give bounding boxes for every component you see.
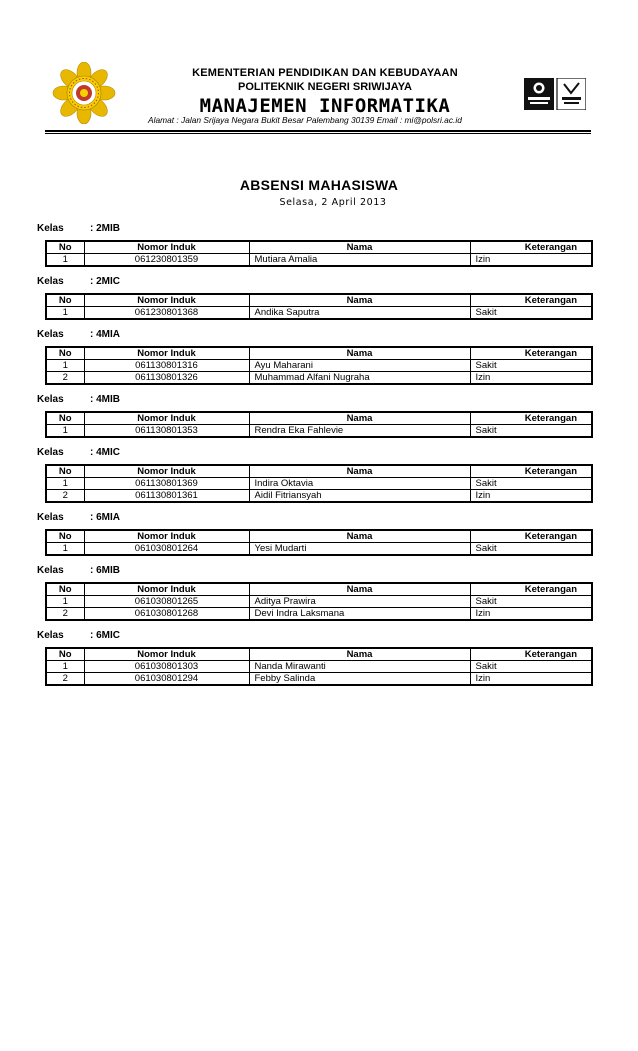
column-header-nomor-induk: Nomor Induk [84, 530, 249, 543]
class-label: Kelas [37, 276, 64, 287]
attendance-table [45, 647, 593, 686]
class-group [37, 628, 591, 686]
table-header-row [46, 465, 592, 478]
student-name: Indira Oktavia [249, 478, 470, 490]
column-header-no: No [46, 241, 84, 254]
institution-name: POLITEKNIK NEGERI SRIWIJAYA [238, 81, 412, 93]
attendance-table [45, 346, 593, 385]
attendance-groups [37, 221, 591, 693]
column-header-no: No [46, 412, 84, 425]
table-row [46, 608, 592, 621]
column-header-keterangan: Keterangan [470, 294, 592, 307]
column-header-nama: Nama [249, 648, 470, 661]
class-code: : 6MIA [90, 512, 120, 523]
row-number: 1 [46, 307, 84, 320]
column-header-nomor-induk: Nomor Induk [84, 583, 249, 596]
attendance-status: Izin [470, 372, 592, 385]
department-name: MANAJEMEN INFORMATIKA [199, 95, 451, 117]
class-heading [37, 510, 591, 525]
polsri-logo-icon [48, 62, 120, 124]
table-row [46, 673, 592, 686]
class-label: Kelas [37, 329, 64, 340]
column-header-no: No [46, 648, 84, 661]
column-header-nomor-induk: Nomor Induk [84, 465, 249, 478]
student-name: Nanda Mirawanti [249, 661, 470, 673]
attendance-status: Izin [470, 490, 592, 503]
class-heading [37, 392, 591, 407]
attendance-status: Sakit [470, 307, 592, 320]
table-row [46, 425, 592, 438]
table-header-row [46, 583, 592, 596]
table-header-row [46, 241, 592, 254]
column-header-keterangan: Keterangan [470, 583, 592, 596]
column-header-keterangan: Keterangan [470, 648, 592, 661]
class-code: : 6MIB [90, 565, 120, 576]
table-row [46, 360, 592, 372]
letterhead [0, 0, 638, 140]
student-id: 061130801353 [84, 425, 249, 438]
attendance-table [45, 582, 593, 621]
attendance-table [45, 411, 593, 438]
class-label: Kelas [37, 630, 64, 641]
attendance-status: Izin [470, 254, 592, 267]
table-row [46, 307, 592, 320]
row-number: 1 [46, 478, 84, 490]
table-row [46, 661, 592, 673]
table-header-row [46, 347, 592, 360]
column-header-nomor-induk: Nomor Induk [84, 347, 249, 360]
table-row [46, 490, 592, 503]
class-code: : 2MIC [90, 276, 120, 287]
column-header-keterangan: Keterangan [470, 347, 592, 360]
student-id: 061130801361 [84, 490, 249, 503]
row-number: 1 [46, 425, 84, 438]
column-header-nomor-induk: Nomor Induk [84, 241, 249, 254]
student-id: 061030801265 [84, 596, 249, 608]
attendance-status: Sakit [470, 596, 592, 608]
class-code: : 6MIC [90, 630, 120, 641]
attendance-table [45, 293, 593, 320]
attendance-status: Sakit [470, 425, 592, 438]
class-label: Kelas [37, 565, 64, 576]
attendance-table [45, 529, 593, 556]
document-title: ABSENSI MAHASISWA [239, 177, 399, 193]
class-label: Kelas [37, 223, 64, 234]
column-header-nama: Nama [249, 583, 470, 596]
attendance-status: Sakit [470, 543, 592, 556]
student-id: 061030801264 [84, 543, 249, 556]
class-heading [37, 221, 591, 236]
table-row [46, 372, 592, 385]
student-id: 061130801369 [84, 478, 249, 490]
table-header-row [46, 648, 592, 661]
institution-address: Alamat : Jalan Srijaya Negara Bukit Besar Palembang 30139 Email : mi@polsri.ac.id [148, 115, 462, 125]
student-name: Yesi Mudarti [249, 543, 470, 556]
class-heading [37, 327, 591, 342]
row-number: 1 [46, 661, 84, 673]
class-label: Kelas [37, 447, 64, 458]
student-name: Muhammad Alfani Nugraha [249, 372, 470, 385]
student-name: Ayu Maharani [249, 360, 470, 372]
class-label: Kelas [37, 512, 64, 523]
student-name: Devi Indra Laksmana [249, 608, 470, 621]
student-id: 061030801268 [84, 608, 249, 621]
class-code: : 4MIB [90, 394, 120, 405]
row-number: 2 [46, 372, 84, 385]
column-header-no: No [46, 465, 84, 478]
table-row [46, 596, 592, 608]
ministry-name: KEMENTERIAN PENDIDIKAN DAN KEBUDAYAAN [192, 67, 458, 79]
attendance-status: Sakit [470, 661, 592, 673]
column-header-nama: Nama [249, 465, 470, 478]
student-name: Aidil Fitriansyah [249, 490, 470, 503]
class-group [37, 510, 591, 556]
column-header-nama: Nama [249, 412, 470, 425]
class-code: : 4MIA [90, 329, 120, 340]
class-group [37, 274, 591, 320]
attendance-status: Sakit [470, 478, 592, 490]
student-id: 061130801326 [84, 372, 249, 385]
class-heading [37, 274, 591, 289]
class-heading [37, 445, 591, 460]
table-row [46, 543, 592, 556]
column-header-no: No [46, 530, 84, 543]
column-header-nama: Nama [249, 294, 470, 307]
class-heading [37, 628, 591, 643]
student-name: Aditya Prawira [249, 596, 470, 608]
letterhead-text [140, 66, 510, 117]
column-header-keterangan: Keterangan [470, 241, 592, 254]
document-date: Selasa, 2 April 2013 [279, 197, 387, 208]
student-id: 061130801316 [84, 360, 249, 372]
row-number: 1 [46, 360, 84, 372]
student-name: Febby Salinda [249, 673, 470, 686]
attendance-status: Sakit [470, 360, 592, 372]
iso-certification-icon [524, 78, 586, 110]
attendance-status: Izin [470, 608, 592, 621]
row-number: 2 [46, 490, 84, 503]
column-header-keterangan: Keterangan [470, 412, 592, 425]
table-row [46, 478, 592, 490]
student-id: 061230801359 [84, 254, 249, 267]
table-header-row [46, 412, 592, 425]
class-group [37, 563, 591, 621]
row-number: 2 [46, 608, 84, 621]
column-header-keterangan: Keterangan [470, 465, 592, 478]
student-id: 061230801368 [84, 307, 249, 320]
student-name: Mutiara Amalia [249, 254, 470, 267]
student-name: Andika Saputra [249, 307, 470, 320]
student-id: 061030801294 [84, 673, 249, 686]
column-header-nomor-induk: Nomor Induk [84, 648, 249, 661]
class-group [37, 445, 591, 503]
column-header-nama: Nama [249, 347, 470, 360]
class-group [37, 327, 591, 385]
class-group [37, 221, 591, 267]
column-header-nama: Nama [249, 530, 470, 543]
column-header-no: No [46, 294, 84, 307]
row-number: 1 [46, 596, 84, 608]
attendance-table [45, 240, 593, 267]
class-heading [37, 563, 591, 578]
row-number: 1 [46, 254, 84, 267]
class-code: : 2MIB [90, 223, 120, 234]
column-header-no: No [46, 583, 84, 596]
class-group [37, 392, 591, 438]
attendance-table [45, 464, 593, 503]
column-header-keterangan: Keterangan [470, 530, 592, 543]
class-label: Kelas [37, 394, 64, 405]
header-rule [45, 130, 591, 132]
attendance-status: Izin [470, 673, 592, 686]
student-id: 061030801303 [84, 661, 249, 673]
column-header-no: No [46, 347, 84, 360]
row-number: 2 [46, 673, 84, 686]
column-header-nomor-induk: Nomor Induk [84, 412, 249, 425]
table-row [46, 254, 592, 267]
column-header-nomor-induk: Nomor Induk [84, 294, 249, 307]
header-rule-thin [45, 133, 591, 134]
column-header-nama: Nama [249, 241, 470, 254]
table-header-row [46, 294, 592, 307]
student-name: Rendra Eka Fahlevie [249, 425, 470, 438]
table-header-row [46, 530, 592, 543]
row-number: 1 [46, 543, 84, 556]
class-code: : 4MIC [90, 447, 120, 458]
